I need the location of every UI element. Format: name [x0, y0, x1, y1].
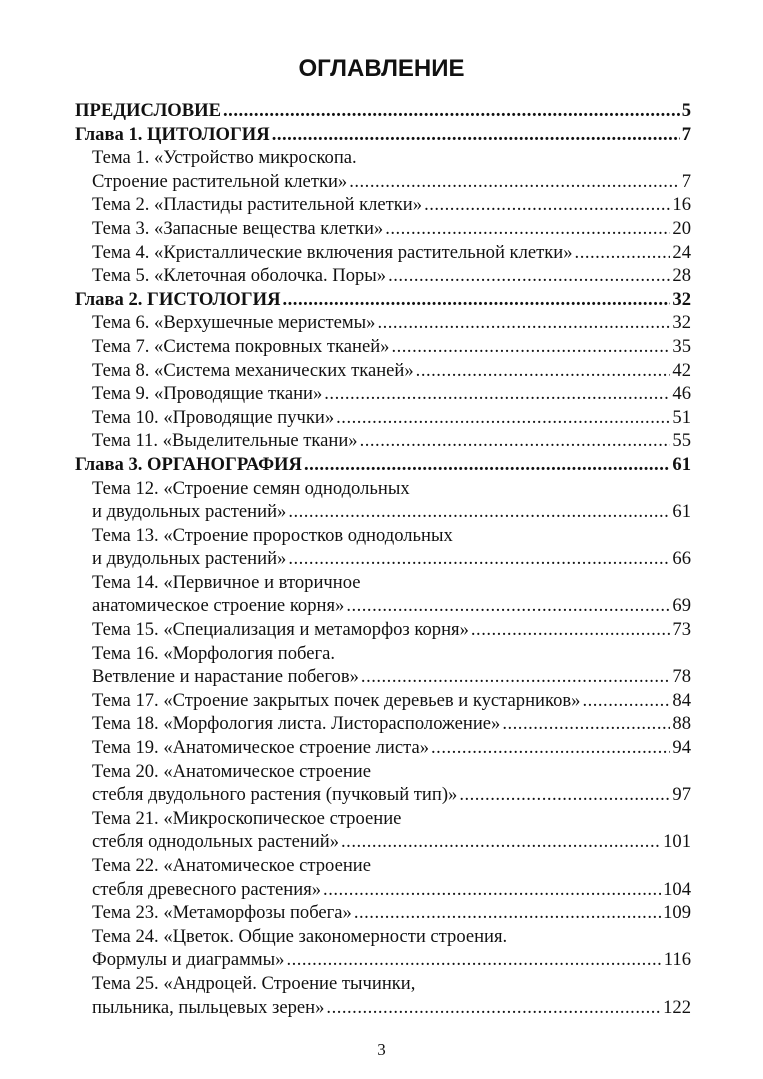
toc-line	[92, 264, 691, 288]
toc-topic-entry	[75, 642, 691, 689]
leader-dots	[336, 406, 670, 430]
toc-line	[75, 288, 691, 312]
toc-entry-title: Тема 16. «Морфология побега.	[92, 642, 335, 664]
leader-dots	[377, 311, 670, 335]
toc-entry-title: Тема 17. «Строение закрытых почек деревьев и кустарников»	[92, 689, 581, 711]
leader-dots	[459, 783, 670, 807]
leader-dots	[326, 996, 661, 1020]
toc-topic-entry	[75, 193, 691, 217]
leader-dots	[288, 547, 670, 571]
toc-page-number: 20	[672, 217, 691, 239]
toc-line	[92, 665, 691, 689]
toc-line	[92, 783, 691, 807]
toc-topic-entry	[75, 901, 691, 925]
toc-line	[92, 429, 691, 453]
toc-line	[92, 500, 691, 524]
toc-line	[92, 311, 691, 335]
toc-page-number: 69	[672, 595, 691, 617]
toc-page-number: 73	[672, 619, 691, 641]
toc-page-number: 104	[663, 878, 691, 900]
toc-line	[92, 618, 691, 642]
toc-entry-title: Тема 18. «Морфология листа. Листорасположение»	[92, 713, 501, 735]
leader-dots	[324, 382, 670, 406]
leader-dots	[288, 500, 670, 524]
toc-entry-title: Тема 10. «Проводящие пучки»	[92, 406, 335, 428]
toc-chapter-entry	[75, 99, 691, 123]
toc-topic-entry	[75, 925, 691, 972]
toc-page-number: 61	[672, 453, 691, 475]
toc-entry-title: стебля двудольного растения (пучковый тип)»	[92, 784, 458, 806]
toc-entry-title: Тема 15. «Специализация и метаморфоз корня»	[92, 619, 469, 641]
toc-entry-title: Тема 24. «Цветок. Общие закономерности строения.	[92, 925, 508, 947]
toc-topic-entry	[75, 689, 691, 713]
toc-topic-entry	[75, 477, 691, 524]
leader-dots	[582, 689, 670, 713]
toc-entry-title: Тема 11. «Выделительные ткани»	[92, 430, 358, 452]
toc-chapter-entry	[75, 288, 691, 312]
toc-line	[92, 760, 691, 784]
toc-page-number: 7	[681, 123, 691, 145]
toc-topic-entry	[75, 854, 691, 901]
leader-dots	[471, 618, 671, 642]
toc-line	[92, 146, 691, 170]
toc-page-number: 116	[663, 949, 691, 971]
toc-line	[92, 972, 691, 996]
toc-line	[92, 901, 691, 925]
toc-line	[92, 854, 691, 878]
toc-page-number: 5	[681, 100, 691, 121]
leader-dots	[286, 948, 661, 972]
toc-page-number: 122	[663, 996, 691, 1018]
leader-dots	[272, 123, 680, 147]
toc-page-number: 7	[681, 170, 691, 192]
leader-dots	[388, 264, 670, 288]
toc-page-number: 61	[672, 501, 691, 523]
toc-line	[75, 123, 691, 147]
page-number: 3	[377, 1040, 386, 1059]
toc-page-number: 109	[663, 902, 691, 924]
leader-dots	[391, 335, 670, 359]
leader-dots	[304, 453, 670, 477]
toc-entry-title: Глава 3. ОРГАНОГРАФИЯ	[75, 453, 302, 475]
toc-line	[75, 99, 691, 123]
toc-line	[92, 996, 691, 1020]
toc-topic-entry	[75, 760, 691, 807]
toc-topic-entry	[75, 264, 691, 288]
toc-line	[92, 524, 691, 548]
toc-topic-entry	[75, 359, 691, 383]
toc-entry-title: Тема 12. «Строение семян однодольных	[92, 477, 410, 499]
toc-entry-title: Тема 21. «Микроскопическое строение	[92, 807, 402, 829]
toc-line	[75, 453, 691, 477]
toc-page-number: 28	[672, 265, 691, 287]
toc-page-number: 88	[672, 713, 691, 735]
toc-entry-title: Тема 2. «Пластиды растительной клетки»	[92, 194, 423, 216]
toc-entry-title: и двудольных растений»	[92, 501, 287, 523]
toc-entry-title: Тема 9. «Проводящие ткани»	[92, 383, 323, 405]
toc-chapter-entry	[75, 453, 691, 477]
leader-dots	[361, 665, 670, 689]
toc-line	[92, 830, 691, 854]
toc-line	[92, 736, 691, 760]
toc-entry-title: Тема 20. «Анатомическое строение	[92, 760, 371, 782]
toc-line	[92, 925, 691, 949]
toc-topic-entry	[75, 524, 691, 571]
toc-topic-entry	[75, 807, 691, 854]
toc-page-number: 55	[672, 430, 691, 452]
toc-entry-title: Тема 5. «Клеточная оболочка. Поры»	[92, 265, 387, 287]
toc-page-number: 24	[672, 241, 691, 263]
toc-page-number: 94	[672, 737, 691, 759]
toc-topic-entry	[75, 736, 691, 760]
toc-line	[92, 382, 691, 406]
toc-page-number: 32	[672, 312, 691, 334]
toc-entry-title: Ветвление и нарастание побегов»	[92, 666, 359, 688]
toc-entry-title: Тема 13. «Строение проростков однодольных	[92, 524, 453, 546]
toc-entry-title: Тема 7. «Система покровных тканей»	[92, 335, 390, 357]
toc-entry-title: Тема 25. «Андроцей. Строение тычинки,	[92, 972, 416, 994]
toc-entry-title: Тема 4. «Кристаллические включения растительной клетки»	[92, 241, 573, 263]
leader-dots	[424, 193, 670, 217]
leader-dots	[349, 170, 679, 194]
leader-dots	[360, 429, 671, 453]
toc-page-number: 32	[672, 288, 691, 310]
toc-topic-entry	[75, 406, 691, 430]
toc-topic-entry	[75, 429, 691, 453]
toc-topic-entry	[75, 382, 691, 406]
toc-line	[92, 477, 691, 501]
toc-line	[92, 948, 691, 972]
toc-line	[92, 359, 691, 383]
toc-entry-title: Тема 19. «Анатомическое строение листа»	[92, 737, 430, 759]
toc-entry-title: Тема 6. «Верхушечные меристемы»	[92, 312, 376, 334]
toc-page-number: 35	[672, 335, 691, 357]
toc-page-number: 97	[672, 784, 691, 806]
leader-dots	[502, 712, 670, 736]
leader-dots	[223, 99, 680, 123]
toc-topic-entry	[75, 217, 691, 241]
toc-entry-title: пыльника, пыльцевых зерен»	[92, 996, 325, 1018]
toc-line	[92, 217, 691, 241]
toc-line	[92, 170, 691, 194]
toc-entry-title: Глава 2. ГИСТОЛОГИЯ	[75, 288, 281, 310]
toc-page-number: 78	[672, 666, 691, 688]
toc-topic-entry	[75, 311, 691, 335]
toc-entry-title: Тема 23. «Метаморфозы побега»	[92, 902, 352, 924]
toc-entry-title: Глава 1. ЦИТОЛОГИЯ	[75, 123, 270, 145]
table-of-contents	[75, 99, 691, 1019]
toc-entry-title: Строение растительной клетки»	[92, 170, 348, 192]
leader-dots	[416, 359, 671, 383]
toc-line	[92, 571, 691, 595]
toc-entry-title: стебля древесного растения»	[92, 878, 322, 900]
toc-line	[92, 193, 691, 217]
toc-line	[92, 547, 691, 571]
toc-line	[92, 807, 691, 831]
toc-page-number: 84	[672, 689, 691, 711]
toc-entry-title: Тема 3. «Запасные вещества клетки»	[92, 217, 384, 239]
toc-topic-entry	[75, 712, 691, 736]
toc-entry-title: стебля однодольных растений»	[92, 831, 340, 853]
toc-line	[92, 335, 691, 359]
toc-chapter-entry	[75, 123, 691, 147]
toc-page-number: 46	[672, 383, 691, 405]
toc-page-number: 101	[663, 831, 691, 853]
toc-entry-title: анатомическое строение корня»	[92, 595, 345, 617]
leader-dots	[346, 594, 670, 618]
toc-entry-title: Формулы и диаграммы»	[92, 949, 285, 971]
toc-entry-title: Тема 1. «Устройство микроскопа.	[92, 147, 357, 169]
toc-entry-title: Тема 8. «Система механических тканей»	[92, 359, 414, 381]
toc-entry-title: Тема 14. «Первичное и вторичное	[92, 571, 361, 593]
toc-page-number: 66	[672, 548, 691, 570]
toc-page-number: 51	[672, 406, 691, 428]
toc-topic-entry	[75, 146, 691, 193]
page-title: ОГЛАВЛЕНИЕ	[298, 55, 465, 82]
leader-dots	[431, 736, 670, 760]
toc-topic-entry	[75, 335, 691, 359]
toc-entry-title: Тема 22. «Анатомическое строение	[92, 855, 371, 876]
toc-page-number: 42	[672, 359, 691, 381]
toc-page-number: 16	[672, 194, 691, 216]
toc-line	[92, 642, 691, 666]
toc-topic-entry	[75, 241, 691, 265]
toc-line	[92, 406, 691, 430]
toc-topic-entry	[75, 618, 691, 642]
leader-dots	[385, 217, 670, 241]
toc-line	[92, 594, 691, 618]
toc-line	[92, 878, 691, 902]
toc-entry-title: и двудольных растений»	[92, 548, 287, 570]
leader-dots	[341, 830, 661, 854]
toc-topic-entry	[75, 571, 691, 618]
toc-entry-title: ПРЕДИСЛОВИЕ	[75, 100, 222, 121]
toc-topic-entry	[75, 972, 691, 1019]
toc-line	[92, 241, 691, 265]
toc-line	[92, 712, 691, 736]
leader-dots	[283, 288, 671, 312]
leader-dots	[575, 241, 671, 265]
leader-dots	[323, 878, 661, 902]
leader-dots	[354, 901, 661, 925]
toc-line	[92, 689, 691, 713]
